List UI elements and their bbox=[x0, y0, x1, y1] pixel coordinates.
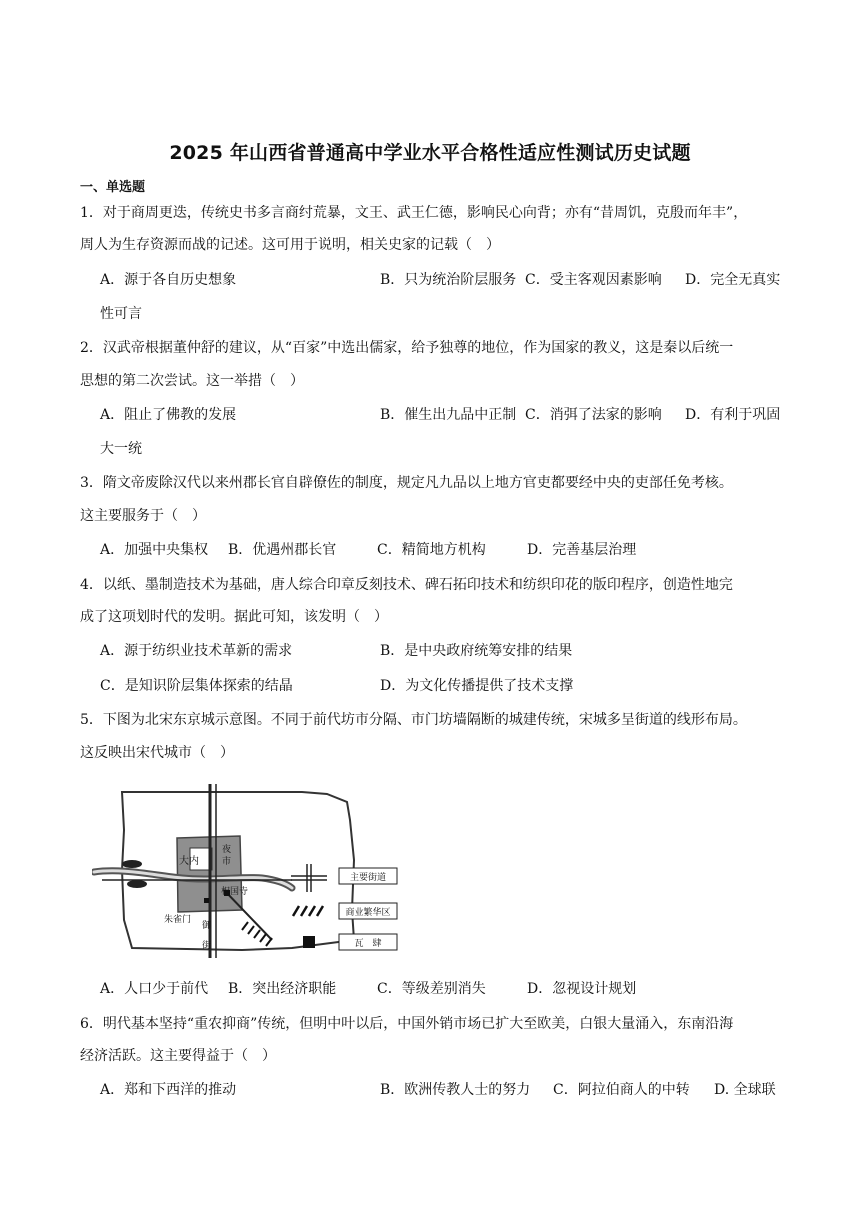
question-2-option-c[interactable]: C．消弭了法家的影响 bbox=[525, 407, 662, 423]
question-6-option-d[interactable]: D. 全球联 bbox=[714, 1082, 776, 1098]
boat-icon bbox=[127, 880, 147, 888]
question-4-option-b[interactable]: B．是中央政府统筹安排的结果 bbox=[380, 643, 573, 659]
question-4-stem-line-1: 4．以纸、墨制造技术为基础，唐人综合印章反刻技术、碑石拓印技术和纺织印花的版印程序，创造性地完 bbox=[80, 577, 733, 593]
question-3-stem-line-2: 这主要服务于（ ） bbox=[80, 508, 206, 524]
legend-label-main-street: 主要街道 bbox=[349, 873, 387, 883]
page-title: 2025 年山西省普通高中学业水平合格性适应性测试历史试题 bbox=[169, 142, 691, 164]
question-2-stem-line-1: 2．汉武帝根据董仲舒的建议，从“百家”中选出儒家，给予独尊的地位，作为国家的教义，这是秦以后统一 bbox=[80, 340, 734, 356]
question-3-option-d[interactable]: D．完善基层治理 bbox=[527, 542, 637, 558]
question-6-option-c[interactable]: C．阿拉伯商人的中转 bbox=[553, 1082, 690, 1098]
legend-label-tile-market: 瓦 肆 bbox=[354, 939, 382, 949]
question-3-stem-line-1: 3．隋文帝废除汉代以来州郡长官自辟僚佐的制度，规定凡九品以上地方官吏都要经中央的吏部任免考核。 bbox=[80, 475, 733, 491]
question-5-option-c[interactable]: C．等级差别消失 bbox=[377, 981, 486, 997]
legend-tile-market bbox=[303, 934, 397, 950]
question-6-stem-line-1: 6．明代基本坚持“重农抑商”传统，但明中叶以后，中国外销市场已扩大至欧美，白银大量涌入，东南沿海 bbox=[80, 1016, 734, 1032]
question-2-option-d[interactable]: D．有利于巩固 bbox=[685, 407, 781, 423]
legend-main-street bbox=[291, 864, 397, 892]
map-label-danei: 大内 bbox=[179, 856, 199, 867]
map-label-zhuquemen: 朱雀门 bbox=[164, 915, 192, 925]
question-5-stem-line-1: 5．下图为北宋东京城示意图。不同于前代坊市分隔、市门坊墙隔断的城建传统，宋城多呈街道的线形布局。 bbox=[80, 712, 747, 728]
map-label-yeshi-1: 夜 bbox=[222, 845, 232, 855]
question-3-option-a[interactable]: A．加强中央集权 bbox=[100, 542, 209, 558]
question-6-option-a[interactable]: A．郑和下西洋的推动 bbox=[100, 1082, 237, 1098]
boat-icon bbox=[122, 860, 142, 868]
question-2-stem-line-2: 思想的第二次尝试。这一举措（ ） bbox=[80, 373, 304, 389]
question-2-option-b[interactable]: B．催生出九品中正制 bbox=[380, 407, 517, 423]
question-3-option-c[interactable]: C．精简地方机构 bbox=[377, 542, 486, 558]
question-4-stem-line-2: 成了这项划时代的发明。据此可知，该发明（ ） bbox=[80, 609, 388, 625]
question-4-option-d[interactable]: D．为文化传播提供了技术支撑 bbox=[380, 678, 574, 694]
section-heading: 一、单选题 bbox=[80, 180, 146, 195]
map-label-yeshi-2: 市 bbox=[222, 857, 232, 867]
map-label-yujie-2: 街 bbox=[202, 941, 212, 951]
question-5-option-b[interactable]: B．突出经济职能 bbox=[228, 981, 337, 997]
map-label-xiangguosi: 相国寺 bbox=[221, 887, 249, 897]
question-6-stem-line-2: 经济活跃。这主要得益于（ ） bbox=[80, 1048, 276, 1064]
question-1-option-b[interactable]: B．只为统治阶层服务 bbox=[380, 272, 517, 288]
question-5-option-d[interactable]: D．忽视设计规划 bbox=[527, 981, 637, 997]
map-label-yujie-1: 御 bbox=[202, 921, 212, 931]
question-3-option-b[interactable]: B．优遇州郡长官 bbox=[228, 542, 337, 558]
legend-label-commercial-area: 商业繁华区 bbox=[345, 908, 391, 918]
question-4-option-a[interactable]: A．源于纺织业技术革新的需求 bbox=[100, 643, 293, 659]
tile-market-icon bbox=[204, 898, 209, 903]
map-legend bbox=[285, 860, 405, 955]
question-5-stem-line-2: 这反映出宋代城市（ ） bbox=[80, 745, 234, 761]
question-2-option-a[interactable]: A．阻止了佛教的发展 bbox=[100, 407, 237, 423]
question-1-option-c[interactable]: C．受主客观因素影响 bbox=[525, 272, 662, 288]
question-1-stem-line-2: 周人为生存资源而战的记述。这可用于说明，相关史家的记载（ ） bbox=[80, 237, 500, 253]
legend-commercial-area bbox=[293, 903, 397, 919]
question-1-option-a[interactable]: A．源于各自历史想象 bbox=[100, 272, 237, 288]
question-1-stem-line-1: 1．对于商周更迭，传统史书多言商纣荒暴，文王、武王仁德，影响民心向背；亦有“昔周饥，克殷而年丰”， bbox=[80, 205, 748, 221]
question-2-option-d-continued: 大一统 bbox=[100, 441, 142, 457]
question-5-option-a[interactable]: A．人口少于前代 bbox=[100, 981, 209, 997]
question-4-option-c[interactable]: C．是知识阶层集体探索的结晶 bbox=[100, 678, 293, 694]
question-6-option-b[interactable]: B．欧洲传教人士的努力 bbox=[380, 1082, 531, 1098]
question-1-option-d[interactable]: D．完全无真实 bbox=[685, 272, 781, 288]
question-1-option-d-continued: 性可言 bbox=[100, 306, 142, 322]
